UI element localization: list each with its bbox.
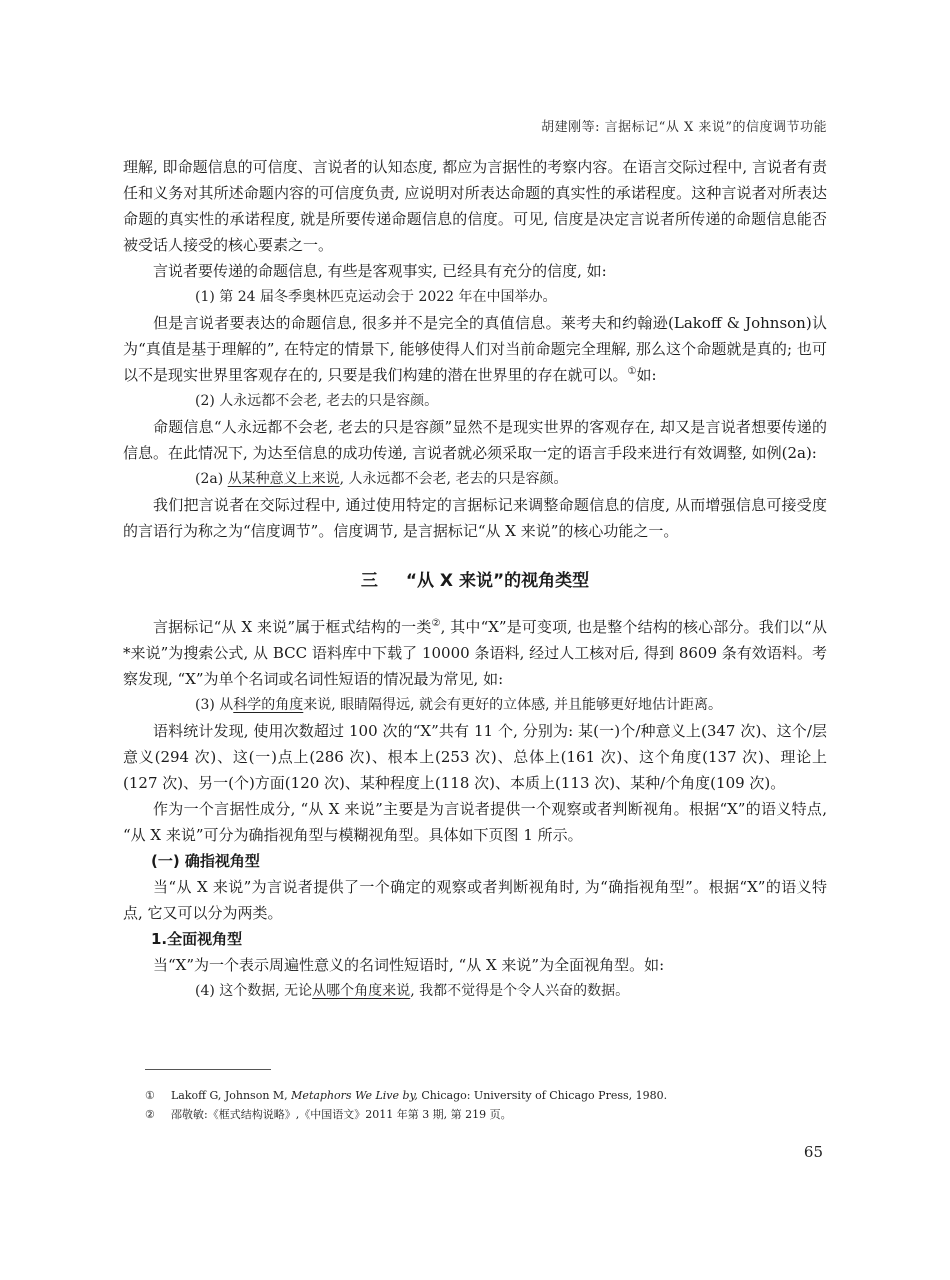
example-2a-marker: 从某种意义上来说 xyxy=(227,471,340,487)
subsection-heading-2: 1.全面视角型 xyxy=(151,930,243,948)
paragraph-1: 理解, 即命题信息的可信度、言说者的认知态度, 都应为言据性的考察内容。在语言交际过程中, 言说者有责任和义务对其所述命题内容的可信度负责, 应说明对所表达命题的真实性的承诺程度。这种言说者对所表达命题的真实性的承诺程度, 就是所要传递命题信息的信度。可见, 信度是决定言说者所传递的命题信息能否被受话人接受的核心要素之一。 xyxy=(123,158,827,254)
footnote-1-title: Metaphors We Live by, xyxy=(291,1089,418,1102)
paragraph-4: 命题信息“人永远都不会老, 老去的只是容颜”显然不是现实世界的客观存在, 却又是言说者想要传递的信息。在此情况下, 为达至信息的成功传递, 言说者就必须采取一定的语言手段来进行有效调整, 如例(2a): xyxy=(123,418,827,462)
paragraph-3 xyxy=(123,310,827,388)
example-4-marker: 从哪个角度来说 xyxy=(312,983,411,999)
page xyxy=(123,0,827,1280)
footnote-1 xyxy=(145,1086,827,1105)
example-4-rest: , 我都不觉得是个令人兴奋的数据。 xyxy=(410,983,630,999)
paragraph-6-a: 言据标记“从 X 来说”属于框式结构的一类 xyxy=(153,618,432,636)
subsection-heading-1: (一) 确指视角型 xyxy=(151,852,260,870)
article-body xyxy=(123,154,827,1004)
footnote-1-text xyxy=(171,1086,667,1105)
example-2a-number: (2a) xyxy=(195,471,228,487)
example-3-marker: 科学的角度 xyxy=(233,697,304,713)
example-3 xyxy=(123,692,827,718)
footnote-divider xyxy=(145,1069,271,1070)
example-2a xyxy=(123,466,827,492)
paragraph-3-text: 但是言说者要表达的命题信息, 很多并不是完全的真值信息。莱考夫和约翰逊(Lakoff & Johnson)认为“真值是基于理解的”, 在特定的情景下, 能够使得人们对当前命题完全理解, 那么这个命题就是真的; 也可以不是现实世界里客观存在的, 只要是我们构建的潜在世界里的存在就可以。 xyxy=(123,314,827,384)
footnote-2-text: 邵敬敏:《框式结构说略》,《中国语文》2011 年第 3 期, 第 219 页。 xyxy=(171,1108,512,1121)
paragraph-3-tail: 如: xyxy=(636,366,657,384)
example-4 xyxy=(123,978,827,1004)
paragraph-10: 当“X”为一个表示周遍性意义的名词性短语时, “从 X 来说”为全面视角型。如: xyxy=(153,956,665,974)
paragraph-2: 言说者要传递的命题信息, 有些是客观事实, 已经具有充分的信度, 如: xyxy=(153,262,607,280)
paragraph-6-b: , 其中“X”是可变项, 也是整个结构的核心部分。我们以“从*来说”为搜索公式, 从 BCC 语料库中下载了 10000 条语料, 经过人工核对后, 得到 8609 条有效语料。考察发现, “X”为单个名词或名词性短语的情况最为常见, 如: xyxy=(123,618,827,688)
page-number: 65 xyxy=(803,1143,823,1161)
section-title: “从 X 来说”的视角类型 xyxy=(405,571,590,591)
example-2a-rest: , 人永远都不会老, 老去的只是容颜。 xyxy=(339,471,568,487)
running-header: 胡建刚等: 言据标记“从 X 来说”的信度调节功能 xyxy=(541,120,827,135)
section-heading xyxy=(123,568,827,594)
example-3-number: (3) 从 xyxy=(195,697,234,713)
section-number: 三 xyxy=(360,571,378,591)
footnote-ref-2[interactable]: ② xyxy=(431,618,441,629)
footnote-2 xyxy=(145,1105,827,1124)
example-2: (2) 人永远都不会老, 老去的只是容颜。 xyxy=(195,393,439,409)
paragraph-5: 我们把言说者在交际过程中, 通过使用特定的言据标记来调整命题信息的信度, 从而增强信息可接受度的言语行为称之为“信度调节”。信度调节, 是言据标记“从 X 来说”的核心功能之一。 xyxy=(123,496,827,540)
paragraph-7: 语料统计发现, 使用次数超过 100 次的“X”共有 11 个, 分别为: 某(一)个/种意义上(347 次)、这个/层意义(294 次)、这(一)点上(286 次)、根本上(253 次)、总体上(161 次)、这个角度(137 次)、理论上(127 次)、另一(个)方面(120 次)、某种程度上(118 次)、本质上(113 次)、某种/个角度(109 次)。 xyxy=(123,722,827,792)
example-1: (1) 第 24 届冬季奥林匹克运动会于 2022 年在中国举办。 xyxy=(195,289,557,305)
paragraph-6 xyxy=(123,614,827,692)
example-3-rest: 来说, 眼睛隔得远, 就会有更好的立体感, 并且能够更好地估计距离。 xyxy=(303,697,722,713)
footnotes xyxy=(145,1086,827,1124)
example-4-number: (4) 这个数据, 无论 xyxy=(195,983,313,999)
footnote-1-publisher: Chicago: University of Chicago Press, 1980. xyxy=(417,1089,668,1102)
footnote-ref-1[interactable]: ① xyxy=(627,366,637,377)
footnote-1-mark: ① xyxy=(145,1089,155,1102)
paragraph-8: 作为一个言据性成分, “从 X 来说”主要是为言说者提供一个观察或者判断视角。根据“X”的语义特点, “从 X 来说”可分为确指视角型与模糊视角型。具体如下页图 1 所示。 xyxy=(123,800,827,844)
paragraph-9: 当“从 X 来说”为言说者提供了一个确定的观察或者判断视角时, 为“确指视角型”。根据“X”的语义特点, 它又可以分为两类。 xyxy=(123,878,827,922)
footnote-2-mark: ② xyxy=(145,1108,155,1121)
footnote-1-authors: Lakoff G, Johnson M, xyxy=(171,1089,292,1102)
